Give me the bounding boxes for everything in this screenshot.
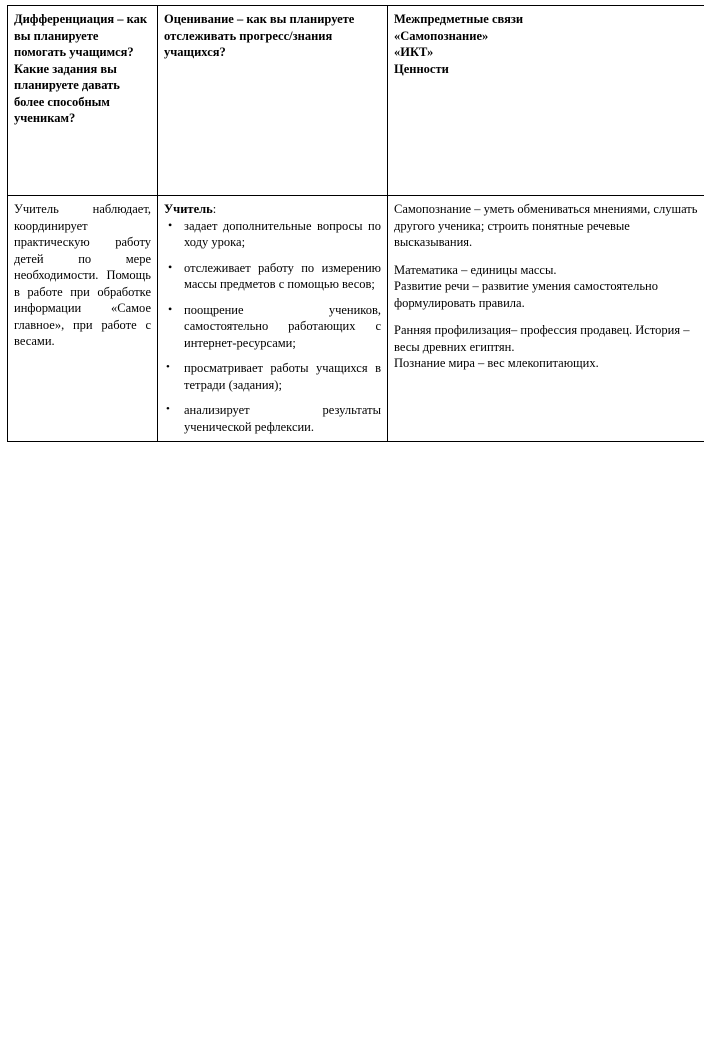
early-profiling-text: Ранняя профилизация– профессия продавец. История –весы древних египтян. (394, 322, 698, 355)
list-item: • отслеживает работу по измерению массы предметов с помощью весов; (164, 260, 381, 293)
header-text-cross-curricular-3: «ИКТ» (394, 44, 698, 61)
document-page (0, 5, 704, 1040)
world-knowledge-text: Познание мира – вес млекопитающих. (394, 355, 698, 372)
selfknowledge-text: Самопознание – уметь обмениваться мнениями, слушать другого ученика; строить понятные речевые высказывания. (394, 201, 698, 251)
differentiation-text: Учитель наблюдает, координирует практическую работу детей по мере необходимости. Помощь в работе при обработке информации «Самое главное», при работе с весами. (14, 201, 151, 350)
header-text-cross-curricular-1: Межпредметные связи (394, 11, 698, 28)
header-text-cross-curricular-4: Ценности (394, 61, 698, 78)
header-cell-assessment (158, 6, 388, 196)
table-body-row (8, 196, 704, 442)
body-cell-cross-curricular (388, 196, 704, 442)
list-item: • поощрение учеников, самостоятельно работающих с интернет-ресурсами; (164, 302, 381, 352)
assessment-label-colon: : (213, 202, 216, 216)
assessment-label-text: Учитель (164, 202, 213, 216)
math-text: Математика – единицы массы. (394, 262, 698, 279)
assessment-label (164, 201, 381, 218)
header-text-assessment: Оценивание – как вы планируете отслеживать прогресс/знания учащихся? (164, 11, 381, 61)
header-cell-cross-curricular (388, 6, 704, 196)
spacer-1 (394, 251, 698, 262)
body-cell-assessment (158, 196, 388, 442)
spacer-2 (394, 311, 698, 322)
list-item: • задает дополнительные вопросы по ходу урока; (164, 218, 381, 251)
speech-development-text: Развитие речи – развитие умения самостоятельно формулировать правила. (394, 278, 698, 311)
body-cell-differentiation (8, 196, 158, 442)
lesson-plan-table (7, 5, 704, 442)
header-text-differentiation: Дифференциация – как вы планируете помогать учащимся? Какие задания вы планируете давать более способным ученикам? (14, 11, 151, 127)
header-text-cross-curricular-2: «Самопознание» (394, 28, 698, 45)
assessment-list (164, 218, 381, 436)
list-item: • анализирует результаты ученической рефлексии. (164, 402, 381, 435)
header-cell-differentiation (8, 6, 158, 196)
table-header-row (8, 6, 704, 196)
list-item: • просматривает работы учащихся в тетради (задания); (164, 360, 381, 393)
